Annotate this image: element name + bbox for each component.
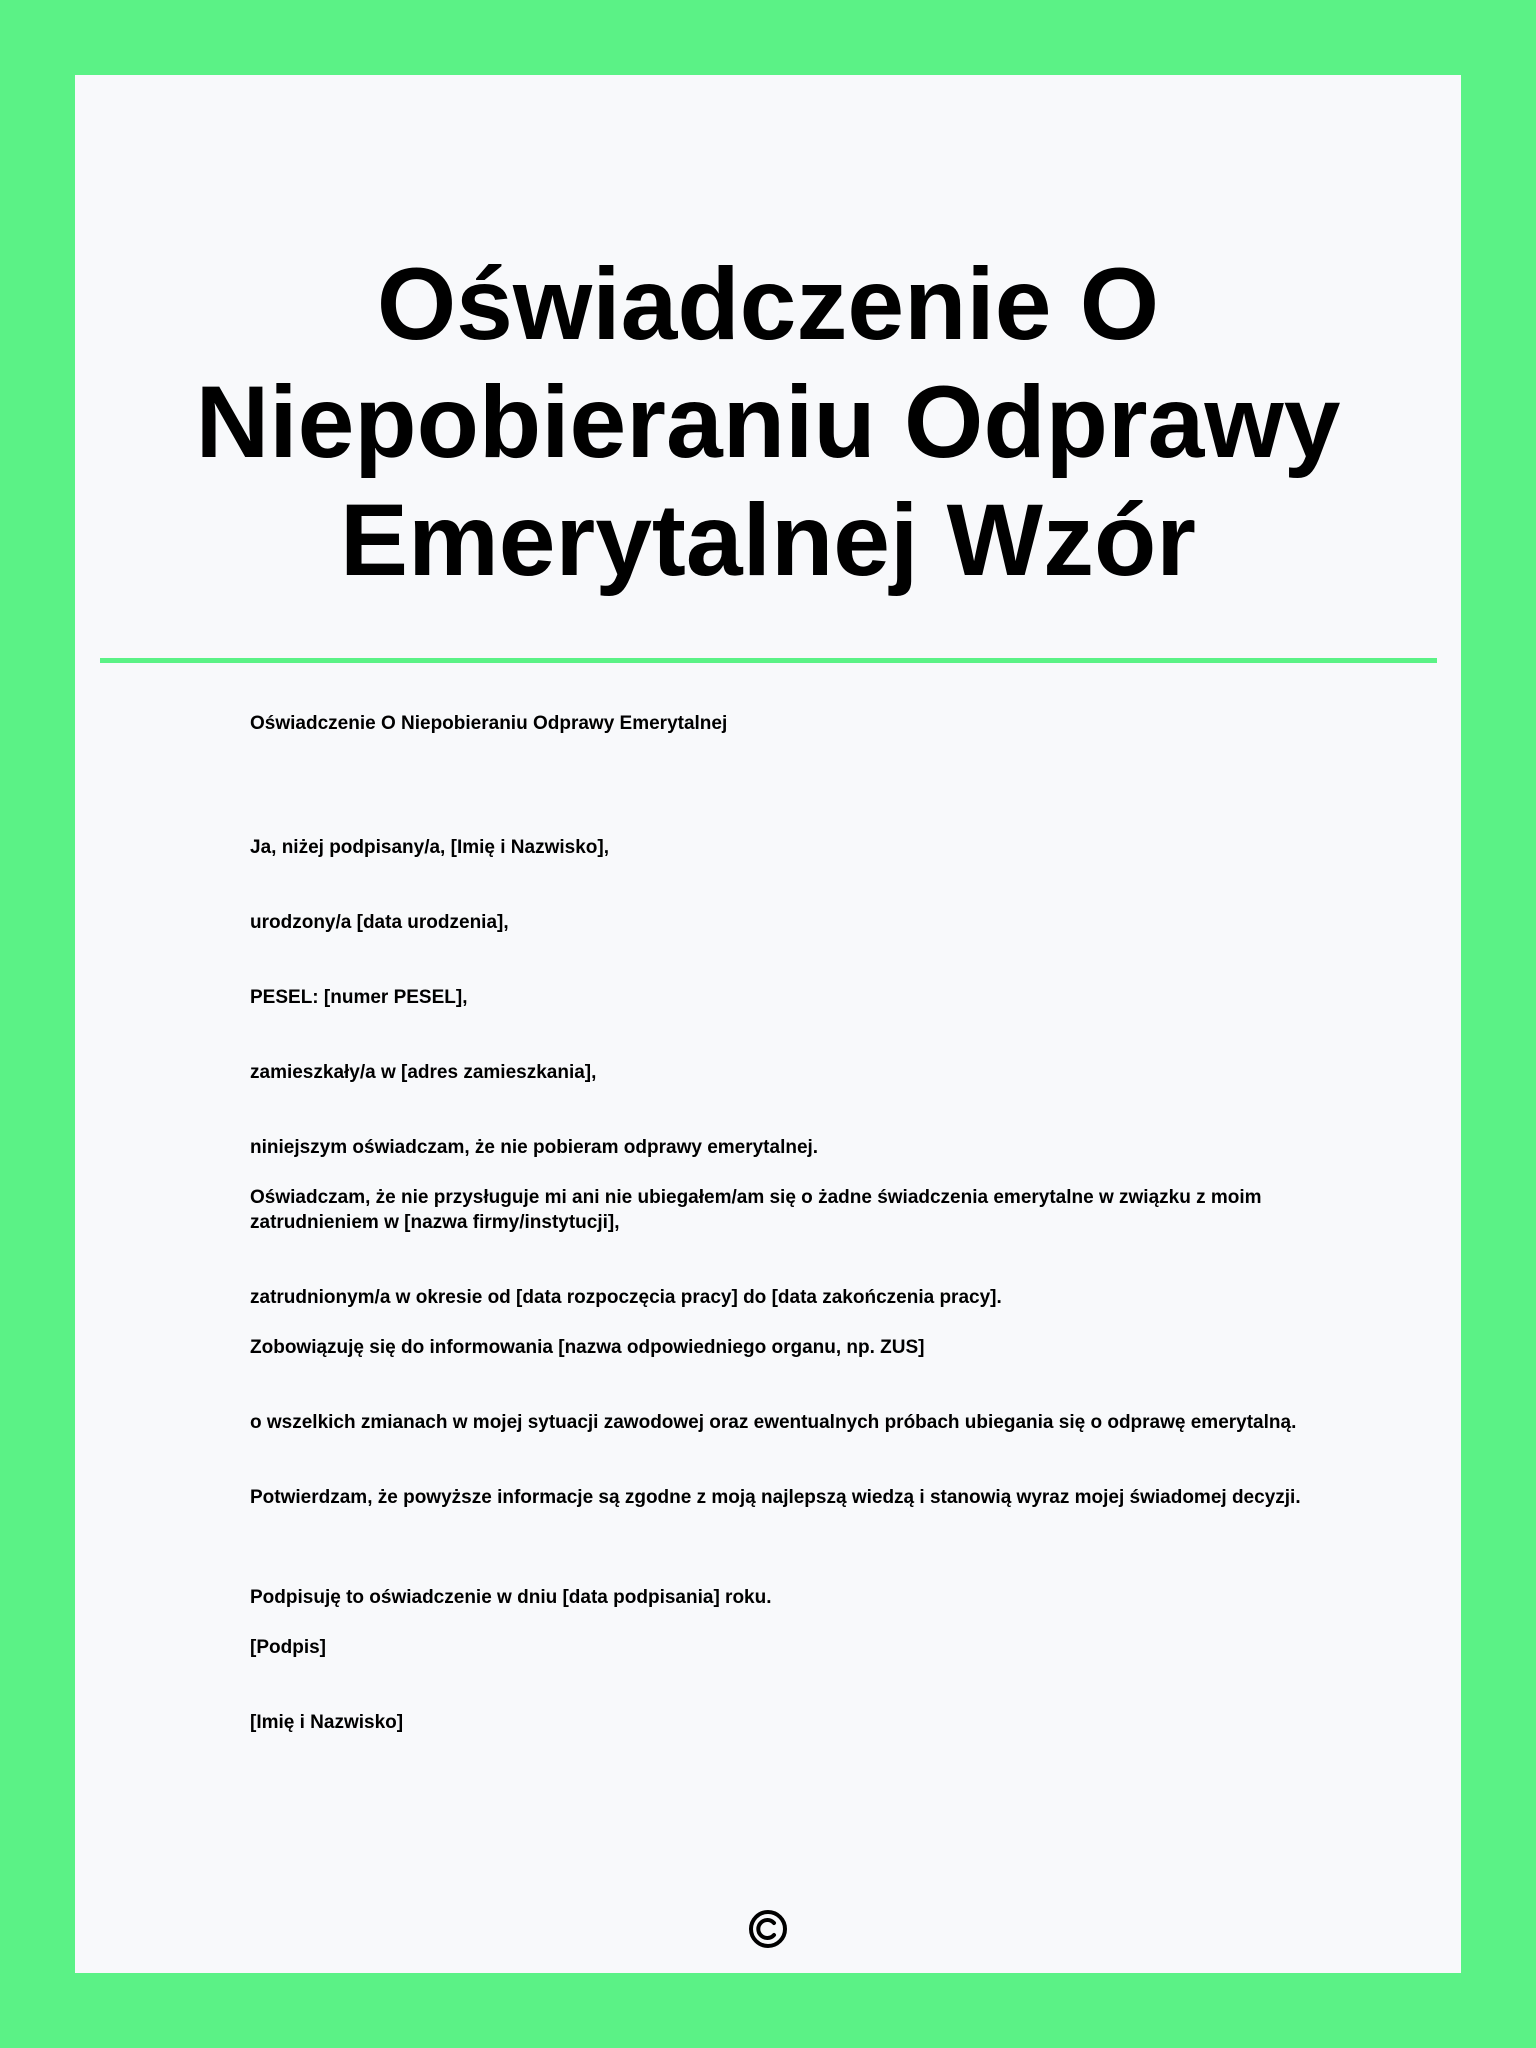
declaration-line: PESEL: [numer PESEL], [250, 987, 468, 1008]
declaration-line: zamieszkały/a w [adres zamieszkania], [250, 1062, 597, 1083]
title-divider [100, 658, 1437, 663]
declaration-line: zatrudnionym/a w okresie od [data rozpoczęcia pracy] do [data zakończenia pracy]. [250, 1287, 1002, 1308]
declaration-line: Potwierdzam, że powyższe informacje są zgodne z moją najlepszą wiedzą i stanowią wyraz mojej świadomej decyzji. [250, 1487, 1301, 1508]
declaration-line: Podpisuję to oświadczenie w dniu [data podpisania] roku. [250, 1587, 772, 1608]
declaration-line: o wszelkich zmianach w mojej sytuacji zawodowej oraz ewentualnych próbach ubiegania się o odprawę emerytalną. [250, 1412, 1297, 1433]
document-heading: Oświadczenie O Niepobieraniu Odprawy Emerytalnej [250, 713, 728, 734]
declaration-line: niniejszym oświadczam, że nie pobieram odprawy emerytalnej. [250, 1137, 819, 1158]
declaration-line: Zobowiązuję się do informowania [nazwa odpowiedniego organu, np. ZUS] [250, 1337, 925, 1358]
signature-line: [Podpis] [250, 1637, 326, 1658]
document-page [75, 75, 1461, 1973]
declaration-line: Oświadczam, że nie przysługuje mi ani nie ubiegałem/am się o żadne świadczenia emerytalne w związku z moim zatrudnieniem w [nazwa firmy/instytucji], [250, 1187, 1262, 1233]
declaration-line: Ja, niżej podpisany/a, [Imię i Nazwisko], [250, 837, 609, 858]
copyright-icon [743, 1904, 793, 1954]
declaration-line: urodzony/a [data urodzenia], [250, 912, 509, 933]
document-title: Oświadczenie O Niepobieraniu Odprawy Emerytalnej Wzór [195, 247, 1341, 597]
name-line: [Imię i Nazwisko] [250, 1712, 404, 1733]
